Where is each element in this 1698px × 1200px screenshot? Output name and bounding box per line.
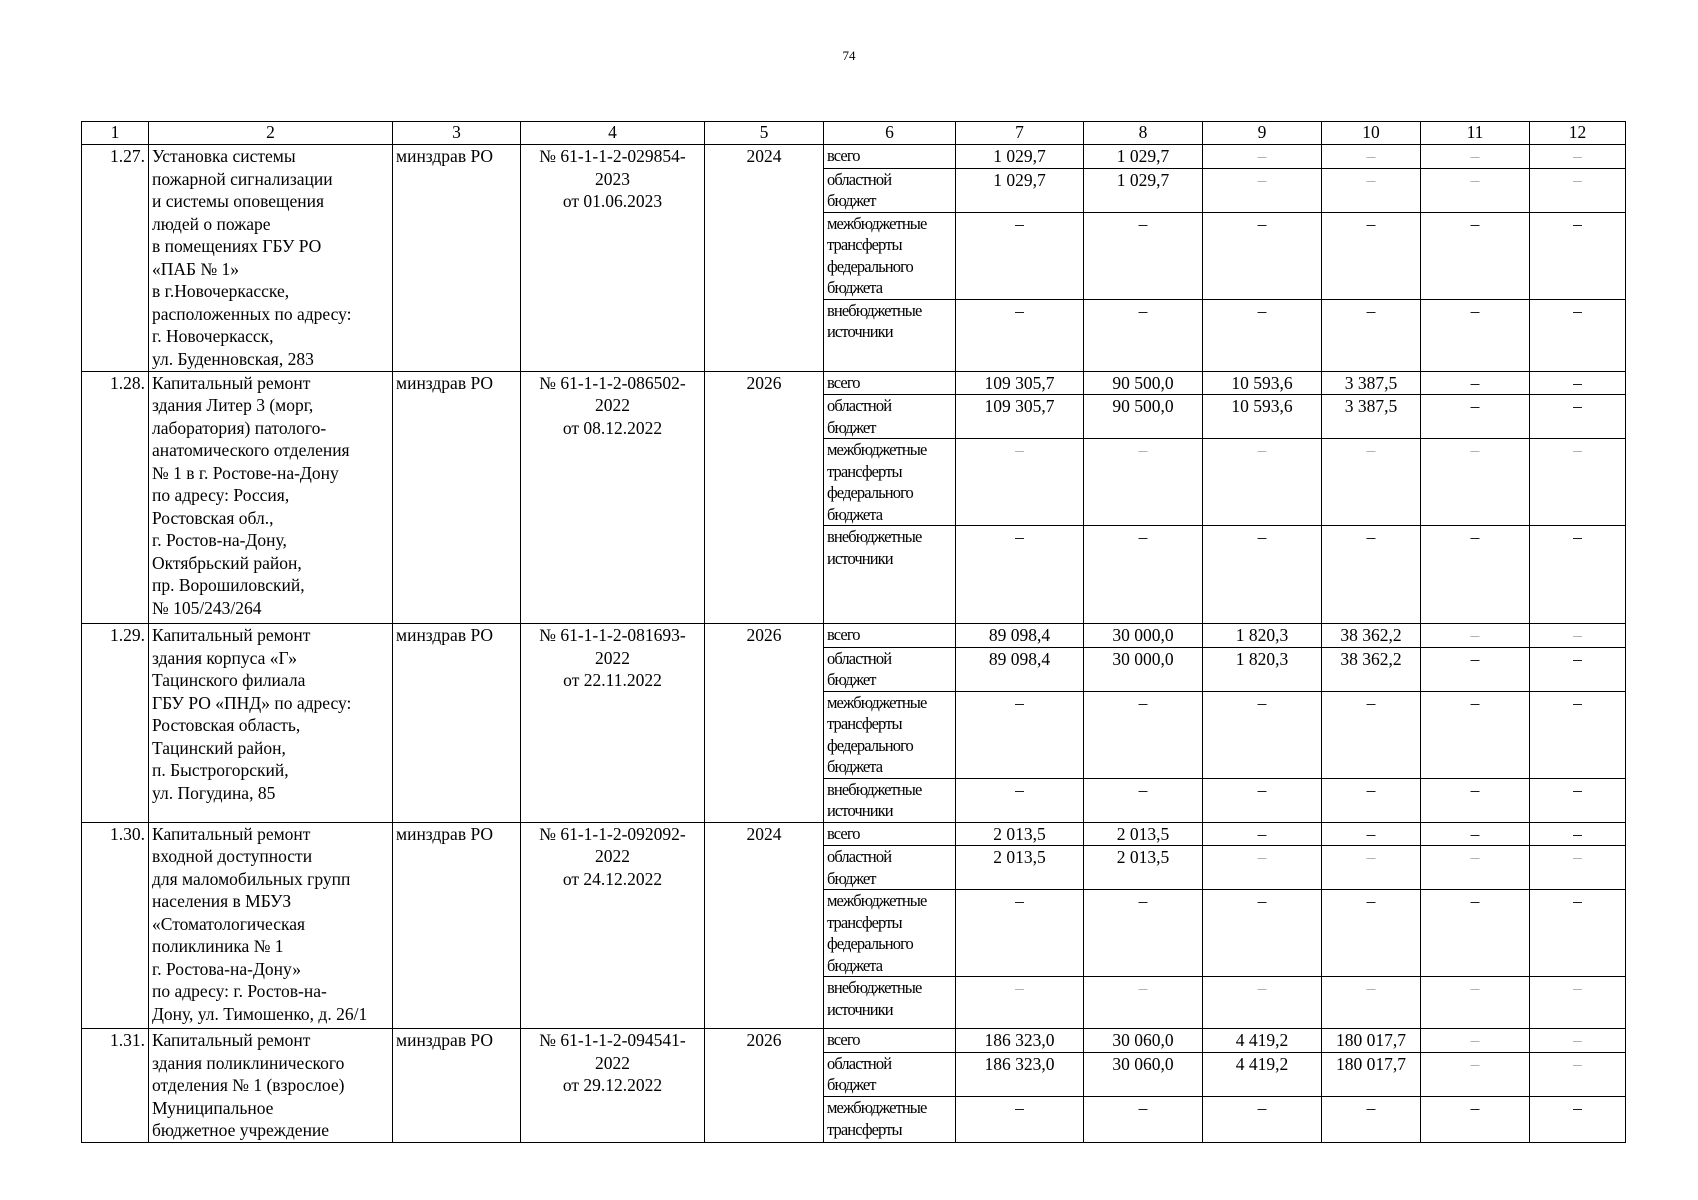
- amount-cell: 1 029,7: [1084, 168, 1203, 212]
- description-line: здания корпуса «Г»: [152, 647, 297, 668]
- funding-source-line: бюджет: [827, 670, 876, 689]
- amount-cell: 10 593,6: [1203, 395, 1322, 439]
- amount-cell: –: [1530, 439, 1626, 526]
- funding-source: [824, 395, 956, 439]
- funding-source-line: областной: [827, 847, 892, 866]
- table-row: [82, 1029, 1626, 1053]
- amount-cell: –: [956, 1097, 1084, 1142]
- amount-cell: 1 029,7: [1084, 145, 1203, 169]
- amount-cell: –: [1530, 778, 1626, 822]
- column-header-5: 5: [705, 122, 824, 145]
- funding-source-line: бюджет: [827, 1075, 876, 1095]
- description-line: ул. Буденновская, 283: [152, 348, 314, 369]
- amount-cell: –: [956, 691, 1084, 778]
- funding-source-line: бюджета: [827, 757, 883, 776]
- funding-source: [824, 299, 956, 371]
- row-document: [521, 145, 705, 372]
- document-line: № 61-1-1-2-081693-: [539, 625, 686, 645]
- amount-cell: –: [1421, 439, 1530, 526]
- amount-cell: –: [1322, 846, 1421, 890]
- description-line: Капитальный ремонт: [152, 823, 311, 844]
- amount-cell: 2 013,5: [956, 822, 1084, 846]
- amount-cell: 180 017,7: [1322, 1029, 1421, 1053]
- description-line: г. Ростова-на-Дону»: [152, 958, 301, 979]
- column-header-9: 9: [1203, 122, 1322, 145]
- description-line: Октябрьский район,: [152, 552, 302, 573]
- document-line: от 24.12.2022: [562, 868, 663, 889]
- amount-cell: –: [1421, 1052, 1530, 1096]
- description-line: Дону, ул. Тимошенко, д. 26/1: [152, 1003, 368, 1024]
- amount-cell: –: [1084, 890, 1203, 977]
- row-year: 2026: [705, 371, 824, 624]
- amount-cell: 90 500,0: [1084, 395, 1203, 439]
- funding-source-line: федерального: [827, 256, 913, 276]
- description-line: по адресу: Россия,: [152, 485, 290, 505]
- description-line: лаборатория) патолого-: [152, 417, 327, 438]
- funding-source-line: всего: [827, 823, 860, 843]
- row-description: [149, 145, 393, 372]
- budget-table: [81, 121, 1626, 1143]
- row-year: 2024: [705, 145, 824, 372]
- amount-cell: –: [1530, 371, 1626, 395]
- row-number: 1.31.: [82, 1029, 149, 1143]
- description-line: Тацинский район,: [152, 737, 286, 758]
- amount-cell: 1 820,3: [1203, 647, 1322, 691]
- column-header-4: 4: [521, 122, 705, 145]
- amount-cell: –: [1084, 691, 1203, 778]
- column-header-7: 7: [956, 122, 1084, 145]
- row-document: [521, 1029, 705, 1143]
- funding-source: [824, 977, 956, 1029]
- funding-source-line: областной: [827, 169, 892, 189]
- funding-source-line: всего: [827, 625, 860, 644]
- amount-cell: 4 419,2: [1203, 1029, 1322, 1053]
- amount-cell: –: [1084, 778, 1203, 822]
- funding-source-line: областной: [827, 396, 892, 415]
- amount-cell: 2 013,5: [1084, 822, 1203, 846]
- amount-cell: –: [956, 526, 1084, 624]
- amount-cell: –: [1322, 691, 1421, 778]
- amount-cell: –: [1421, 977, 1530, 1029]
- amount-cell: 10 593,6: [1203, 371, 1322, 395]
- document-line: 2022: [595, 395, 630, 415]
- amount-cell: –: [1203, 890, 1322, 977]
- amount-cell: –: [1421, 647, 1530, 691]
- funding-source: [824, 822, 956, 846]
- amount-cell: 89 098,4: [956, 624, 1084, 648]
- amount-cell: –: [1421, 395, 1530, 439]
- description-line: пр. Ворошиловский,: [152, 575, 305, 595]
- amount-cell: –: [1322, 1097, 1421, 1142]
- funding-source: [824, 691, 956, 778]
- row-description: [149, 371, 393, 624]
- amount-cell: –: [1421, 890, 1530, 977]
- amount-cell: –: [1322, 822, 1421, 846]
- funding-source-line: межбюджетные: [827, 891, 927, 910]
- funding-source-line: всего: [827, 372, 860, 392]
- row-number: 1.29.: [82, 624, 149, 823]
- description-line: Ростовская область,: [152, 715, 301, 735]
- amount-cell: –: [1530, 168, 1626, 212]
- description-line: и системы оповещения: [152, 191, 325, 211]
- funding-source: [824, 371, 956, 395]
- amount-cell: 89 098,4: [956, 647, 1084, 691]
- amount-cell: –: [1421, 822, 1530, 846]
- amount-cell: –: [1530, 299, 1626, 371]
- table-row: [82, 822, 1626, 846]
- description-line: Капитальный ремонт: [152, 1030, 311, 1050]
- amount-cell: –: [956, 778, 1084, 822]
- amount-cell: –: [1084, 439, 1203, 526]
- row-organization: минздрав РО: [393, 822, 521, 1029]
- header-row: [82, 122, 1626, 145]
- funding-source-line: межбюджетные: [827, 1098, 927, 1118]
- row-description: [149, 624, 393, 823]
- description-line: пожарной сигнализации: [152, 168, 333, 189]
- column-header-3: 3: [393, 122, 521, 145]
- description-line: по адресу: г. Ростов-на-: [152, 981, 327, 1001]
- funding-source-line: источники: [827, 801, 893, 820]
- amount-cell: –: [1322, 439, 1421, 526]
- description-line: анатомического отделения: [152, 440, 350, 460]
- funding-source-line: федерального: [827, 934, 913, 953]
- document-line: № 61-1-1-2-029854-: [539, 146, 686, 166]
- description-line: «ПАБ № 1»: [152, 258, 240, 279]
- description-line: «Стоматологическая: [152, 913, 306, 934]
- amount-cell: –: [1203, 168, 1322, 212]
- funding-source-line: межбюджетные: [827, 213, 927, 233]
- column-header-2: 2: [149, 122, 393, 145]
- funding-source-line: областной: [827, 648, 892, 668]
- amount-cell: 90 500,0: [1084, 371, 1203, 395]
- funding-source-line: внебюджетные: [827, 300, 922, 320]
- row-year: 2024: [705, 822, 824, 1029]
- column-header-8: 8: [1084, 122, 1203, 145]
- amount-cell: –: [1421, 212, 1530, 299]
- row-number: 1.30.: [82, 822, 149, 1029]
- amount-cell: –: [1322, 145, 1421, 169]
- row-organization: минздрав РО: [393, 145, 521, 372]
- description-line: ул. Погудина, 85: [152, 782, 276, 803]
- amount-cell: –: [1084, 1097, 1203, 1142]
- amount-cell: –: [1530, 212, 1626, 299]
- row-number: 1.27.: [82, 145, 149, 372]
- amount-cell: 30 000,0: [1084, 624, 1203, 648]
- funding-source: [824, 846, 956, 890]
- row-organization: минздрав РО: [393, 1029, 521, 1143]
- description-line: бюджетное учреждение: [152, 1120, 330, 1140]
- row-number: 1.28.: [82, 371, 149, 624]
- funding-source: [824, 212, 956, 299]
- funding-source: [824, 1052, 956, 1096]
- amount-cell: –: [1530, 526, 1626, 624]
- description-line: здания поликлинического: [152, 1052, 345, 1073]
- amount-cell: –: [1203, 439, 1322, 526]
- document-line: № 61-1-1-2-092092-: [539, 823, 686, 844]
- description-line: здания Литер 3 (морг,: [152, 395, 314, 415]
- column-header-1: 1: [82, 122, 149, 145]
- description-line: входной доступности: [152, 846, 313, 866]
- funding-source-line: бюджет: [827, 417, 876, 437]
- row-description: [149, 1029, 393, 1143]
- funding-source-line: всего: [827, 1030, 860, 1049]
- table-row: [82, 624, 1626, 648]
- amount-cell: –: [1203, 977, 1322, 1029]
- amount-cell: 2 013,5: [1084, 846, 1203, 890]
- description-line: г. Новочеркасск,: [152, 326, 274, 346]
- description-line: населения в МБУЗ: [152, 891, 292, 911]
- funding-source-line: бюджет: [827, 191, 876, 210]
- description-line: отделения № 1 (взрослое): [152, 1075, 345, 1095]
- amount-cell: –: [1530, 1097, 1626, 1142]
- amount-cell: 186 323,0: [956, 1052, 1084, 1096]
- amount-cell: –: [1084, 977, 1203, 1029]
- amount-cell: 3 387,5: [1322, 371, 1421, 395]
- amount-cell: –: [1421, 691, 1530, 778]
- amount-cell: –: [1421, 846, 1530, 890]
- funding-source: [824, 1097, 956, 1142]
- amount-cell: –: [1421, 1097, 1530, 1142]
- amount-cell: –: [1203, 145, 1322, 169]
- amount-cell: –: [1322, 778, 1421, 822]
- description-line: ГБУ РО «ПНД» по адресу:: [152, 692, 352, 713]
- funding-source-line: трансферты: [827, 461, 902, 481]
- amount-cell: 1 820,3: [1203, 624, 1322, 648]
- amount-cell: 38 362,2: [1322, 647, 1421, 691]
- funding-source-line: федерального: [827, 735, 913, 755]
- row-document: [521, 822, 705, 1029]
- amount-cell: –: [1322, 526, 1421, 624]
- description-line: Капитальный ремонт: [152, 625, 311, 645]
- description-line: Муниципальное: [152, 1097, 274, 1118]
- amount-cell: 30 060,0: [1084, 1052, 1203, 1096]
- amount-cell: –: [1203, 822, 1322, 846]
- amount-cell: –: [1203, 299, 1322, 371]
- amount-cell: –: [1530, 1052, 1626, 1096]
- document-line: от 01.06.2023: [562, 191, 663, 211]
- row-year: 2026: [705, 1029, 824, 1143]
- description-line: № 1 в г. Ростове-на-Дону: [152, 462, 339, 483]
- amount-cell: 1 029,7: [956, 145, 1084, 169]
- amount-cell: 1 029,7: [956, 168, 1084, 212]
- funding-source-line: межбюджетные: [827, 692, 927, 712]
- amount-cell: –: [1421, 1029, 1530, 1053]
- funding-source: [824, 439, 956, 526]
- funding-source-line: внебюджетные: [827, 978, 922, 997]
- row-description: [149, 822, 393, 1029]
- amount-cell: –: [1530, 977, 1626, 1029]
- funding-source-line: трансферты: [827, 235, 902, 254]
- amount-cell: –: [1203, 778, 1322, 822]
- description-line: Ростовская обл.,: [152, 507, 274, 528]
- amount-cell: –: [1322, 168, 1421, 212]
- amount-cell: –: [1421, 168, 1530, 212]
- description-line: № 105/243/264: [152, 597, 262, 618]
- page-number: 74: [842, 48, 856, 63]
- description-line: п. Быстрогорский,: [152, 760, 289, 780]
- funding-source-line: бюджета: [827, 278, 883, 297]
- row-document: [521, 624, 705, 823]
- description-line: расположенных по адресу:: [152, 303, 352, 324]
- description-line: людей о пожаре: [152, 213, 271, 234]
- amount-cell: –: [1322, 299, 1421, 371]
- funding-source-line: трансферты: [827, 714, 902, 733]
- amount-cell: –: [1203, 1097, 1322, 1142]
- amount-cell: –: [1530, 691, 1626, 778]
- funding-source-line: бюджета: [827, 955, 883, 975]
- amount-cell: –: [1421, 624, 1530, 648]
- funding-source-line: источники: [827, 548, 893, 568]
- amount-cell: –: [1421, 371, 1530, 395]
- funding-source: [824, 145, 956, 169]
- column-header-11: 11: [1421, 122, 1530, 145]
- description-line: Тацинского филиала: [152, 670, 306, 690]
- amount-cell: –: [956, 439, 1084, 526]
- document-line: 2022: [595, 1052, 630, 1073]
- amount-cell: –: [1421, 778, 1530, 822]
- amount-cell: –: [956, 977, 1084, 1029]
- amount-cell: –: [956, 299, 1084, 371]
- table-body: [82, 122, 1626, 1143]
- amount-cell: –: [1530, 822, 1626, 846]
- amount-cell: –: [1530, 890, 1626, 977]
- amount-cell: 4 419,2: [1203, 1052, 1322, 1096]
- amount-cell: 30 000,0: [1084, 647, 1203, 691]
- funding-source-line: источники: [827, 999, 893, 1019]
- amount-cell: –: [1084, 526, 1203, 624]
- amount-cell: –: [1084, 299, 1203, 371]
- row-organization: минздрав РО: [393, 371, 521, 624]
- amount-cell: 109 305,7: [956, 371, 1084, 395]
- amount-cell: 2 013,5: [956, 846, 1084, 890]
- funding-source: [824, 168, 956, 212]
- funding-source: [824, 647, 956, 691]
- document-line: от 08.12.2022: [562, 417, 663, 438]
- amount-cell: –: [1203, 691, 1322, 778]
- document-line: 2022: [595, 846, 630, 866]
- funding-source-line: бюджет: [827, 868, 876, 888]
- funding-source-line: источники: [827, 322, 893, 341]
- document-line: № 61-1-1-2-086502-: [539, 372, 686, 393]
- amount-cell: –: [1203, 212, 1322, 299]
- funding-source-line: трансферты: [827, 912, 902, 932]
- amount-cell: –: [1322, 977, 1421, 1029]
- description-line: для маломобильных групп: [152, 868, 351, 889]
- funding-source: [824, 624, 956, 648]
- document-line: № 61-1-1-2-094541-: [539, 1030, 686, 1050]
- funding-source: [824, 1029, 956, 1053]
- document-line: от 29.12.2022: [562, 1075, 663, 1095]
- amount-cell: –: [1322, 890, 1421, 977]
- amount-cell: –: [1530, 145, 1626, 169]
- funding-source-line: областной: [827, 1053, 892, 1073]
- amount-cell: –: [1203, 846, 1322, 890]
- column-header-12: 12: [1530, 122, 1626, 145]
- amount-cell: 3 387,5: [1322, 395, 1421, 439]
- column-header-10: 10: [1322, 122, 1421, 145]
- description-line: Установка системы: [152, 146, 296, 166]
- amount-cell: –: [1421, 299, 1530, 371]
- funding-source-line: межбюджетные: [827, 440, 927, 459]
- amount-cell: –: [1530, 624, 1626, 648]
- amount-cell: –: [1530, 647, 1626, 691]
- amount-cell: 186 323,0: [956, 1029, 1084, 1053]
- amount-cell: 180 017,7: [1322, 1052, 1421, 1096]
- amount-cell: –: [1084, 212, 1203, 299]
- amount-cell: –: [1322, 212, 1421, 299]
- amount-cell: 38 362,2: [1322, 624, 1421, 648]
- description-line: в г.Новочеркасске,: [152, 281, 290, 301]
- amount-cell: –: [1530, 846, 1626, 890]
- amount-cell: –: [1203, 526, 1322, 624]
- amount-cell: –: [956, 890, 1084, 977]
- table-row: [82, 371, 1626, 395]
- funding-source: [824, 778, 956, 822]
- description-line: поликлиника № 1: [152, 936, 284, 956]
- amount-cell: –: [1530, 395, 1626, 439]
- table-row: [82, 145, 1626, 169]
- description-line: г. Ростов-на-Дону,: [152, 530, 287, 550]
- document-line: от 22.11.2022: [563, 670, 662, 690]
- amount-cell: –: [1421, 526, 1530, 624]
- funding-source-line: бюджета: [827, 504, 883, 524]
- document-line: 2023: [595, 168, 630, 189]
- row-year: 2026: [705, 624, 824, 823]
- column-header-6: 6: [824, 122, 956, 145]
- amount-cell: –: [1421, 145, 1530, 169]
- amount-cell: –: [956, 212, 1084, 299]
- funding-source-line: всего: [827, 146, 860, 165]
- document-line: 2022: [595, 647, 630, 668]
- funding-source-line: внебюджетные: [827, 527, 922, 546]
- row-organization: минздрав РО: [393, 624, 521, 823]
- description-line: Капитальный ремонт: [152, 372, 311, 393]
- amount-cell: –: [1530, 1029, 1626, 1053]
- amount-cell: 30 060,0: [1084, 1029, 1203, 1053]
- funding-source-line: трансферты: [827, 1119, 902, 1139]
- description-line: в помещениях ГБУ РО: [152, 236, 322, 256]
- funding-source: [824, 890, 956, 977]
- funding-source: [824, 526, 956, 624]
- row-document: [521, 371, 705, 624]
- funding-source-line: федерального: [827, 483, 913, 502]
- funding-source-line: внебюджетные: [827, 779, 922, 799]
- amount-cell: 109 305,7: [956, 395, 1084, 439]
